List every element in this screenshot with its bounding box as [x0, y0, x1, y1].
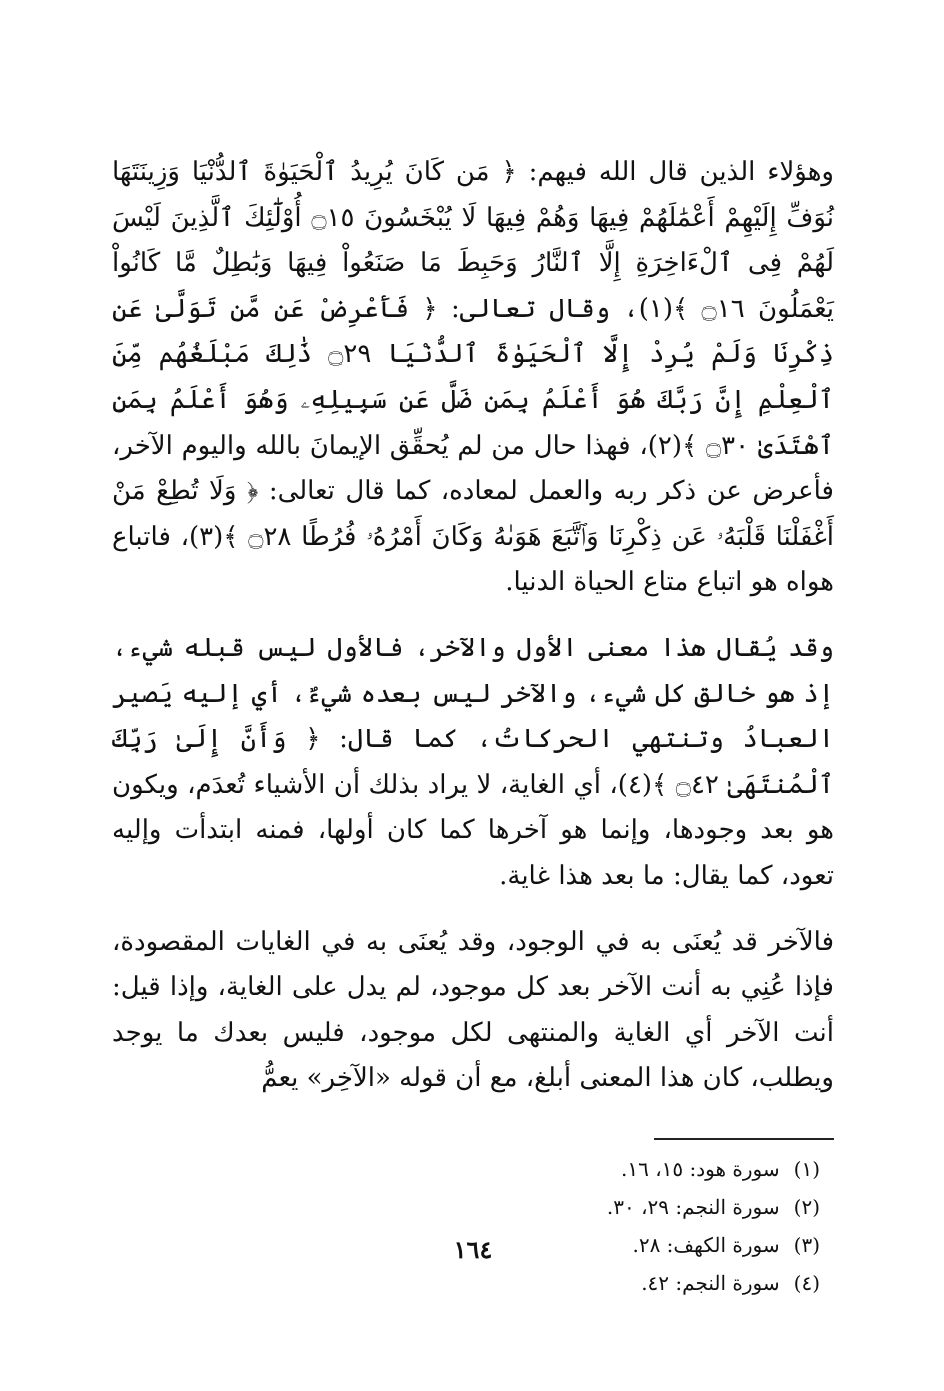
footnote-text: سورة هود: ١٥، ١٦. — [621, 1156, 780, 1181]
footnote-item — [112, 1188, 820, 1226]
paragraph-3: فالآخر قد يُعنَى به في الوجود، وقد يُعنَى به في الغايات المقصودة، فإذا عُنِي به أنت الآخر بعد كل موجود، لم يدل على الغاية، وإذا قيل: أنت الآخر أي الغاية والمنتهى لكل موجود، فليس بعدك ما يوجد ويطلب، كان هذا المعنى أبلغ، مع أن قوله «الآخِر» يعمُّ — [112, 926, 834, 1094]
footnote-text: سورة الكهف: ٢٨. — [632, 1232, 780, 1257]
footnote-text: سورة النجم: ٢٩، ٣٠. — [606, 1194, 780, 1219]
footnotes-list — [112, 1150, 834, 1302]
paragraph-1: وهؤلاء الذين قال الله فيهم: ﴿ مَن كَانَ يُرِيدُ ٱلْحَيَوٰةَ ٱلدُّنْيَا وَزِينَتَهَا نُوَفِّ إِلَيْهِمْ أَعْمَٰلَهُمْ فِيهَا وَهُمْ فِيهَا لَا يُبْخَسُونَ ۝١٥ أُوْلَٰٓئِكَ ٱلَّذِينَ لَيْسَ لَهُمْ فِى ٱلْءَاخِرَةِ إِلَّا ٱلنَّارُ وَحَبِطَ مَا صَنَعُواْ فِيهَا وَبَٰطِلٌ مَّا كَانُواْ يَعْمَلُونَ ۝١٦ ﴾(١)، وقال تعالى: ﴿ فَأَعْرِضْ عَن مَّن تَوَلَّىٰ عَن ذِكْرِنَا وَلَمْ يُرِدْ إِلَّا ٱلْحَيَوٰةَ ٱلدُّنْيَا ۝٢٩ ذَٰلِكَ مَبْلَغُهُم مِّنَ ٱلْعِلْمِ إِنَّ رَبَّكَ هُوَ أَعْلَمُ بِمَن ضَلَّ عَن سَبِيلِهِۦ وَهُوَ أَعْلَمُ بِمَنِ ٱهْتَدَىٰ ۝٣٠ ﴾(٢)، فهذا حال من لم يُحقِّق الإيمانَ بالله واليوم الآخر، فأعرض عن ذكر ربه والعمل لمعاده، كما قال تعالى: ﴿ وَلَا تُطِعْ مَنْ أَغْفَلْنَا قَلْبَهُۥ عَن ذِكْرِنَا وَٱتَّبَعَ هَوَىٰهُ وَكَانَ أَمْرُهُۥ فُرُطًا ۝٢٨ ﴾(٣)، فاتباع هواه هو اتباع متاع الحياة الدنيا. — [112, 157, 834, 598]
paragraph-2: وقد يُقال هذا معنى الأول والآخر، فالأول ليس قبله شيء، إذ هو خالق كل شيء، والآخر ليس بعده شيءٌ، أي إليه يَصير العبادُ وتنتهي الحركاتُ، كما قال: ﴿ وَأَنَّ إِلَىٰ رَبِّكَ ٱلْمُنتَهَىٰ ۝٤٢ ﴾(٤)، أي الغاية، لا يراد بذلك أن الأشياء تُعدَم، ويكون هو بعد وجودها، وإنما هو آخرها كما كان أولها، فمنه ابتدأت وإليه تعود، كما يقال: ما بعد هذا غاية. — [112, 632, 834, 891]
footnote-item — [112, 1264, 820, 1302]
footnote-divider — [654, 1138, 834, 1140]
page-number: ١٦٤ — [453, 1235, 493, 1264]
footnote-number: (٢) — [793, 1194, 820, 1219]
footnote-number: (٣) — [793, 1232, 820, 1257]
footnote-number: (٤) — [793, 1270, 820, 1295]
page-body — [112, 150, 834, 1295]
footnote-number: (١) — [793, 1156, 820, 1181]
footnote-text: سورة النجم: ٤٢. — [641, 1270, 780, 1295]
footnote-item — [112, 1150, 820, 1188]
